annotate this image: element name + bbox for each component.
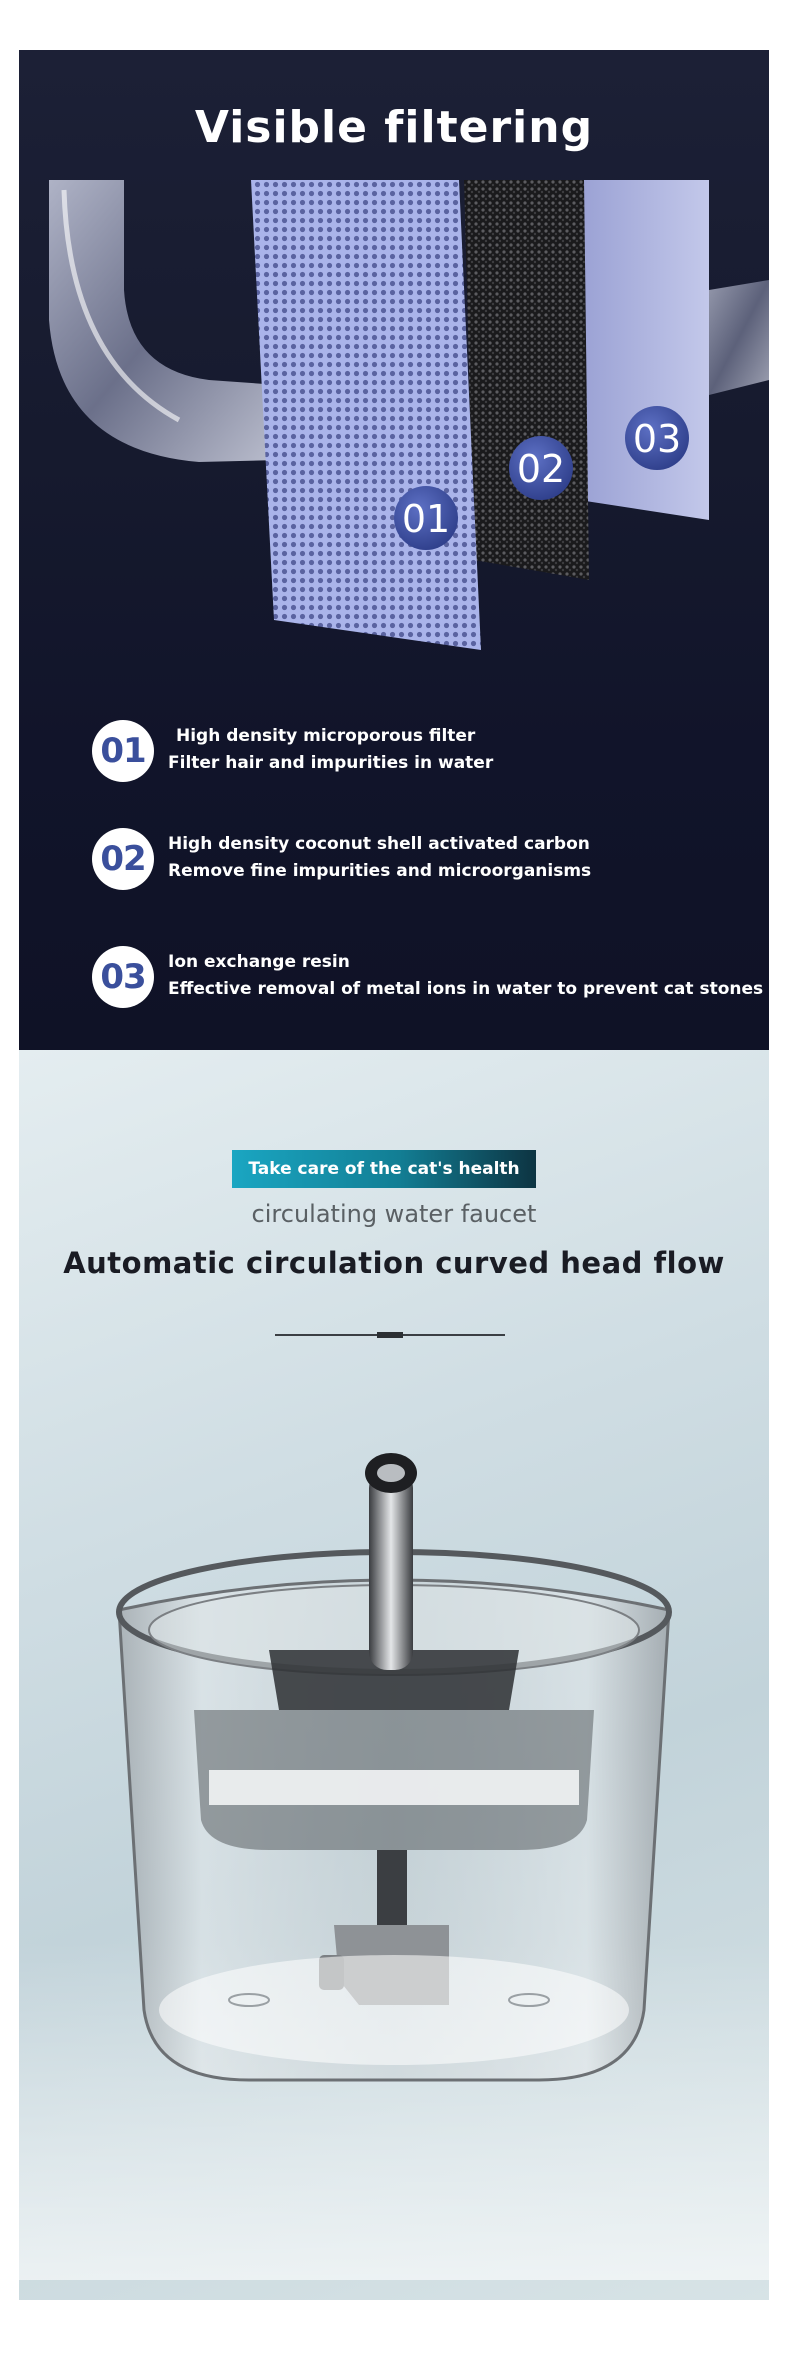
- feature-item-01: [92, 720, 742, 790]
- divider-accent: [377, 1332, 403, 1338]
- feature-item-02: [92, 828, 742, 898]
- flow-section: [19, 1050, 769, 2300]
- filter-layers-illustration: [19, 180, 769, 720]
- filter-section-title: Visible filtering: [194, 102, 594, 153]
- svg-text:02: 02: [516, 447, 566, 491]
- feature-description: Filter hair and impurities in water: [168, 753, 494, 773]
- mesh-layer: [251, 180, 481, 650]
- layer-badge-03: [625, 406, 689, 470]
- water-fountain-illustration: [19, 1380, 769, 2280]
- resin-layer: [579, 180, 709, 520]
- page-bottom: [0, 2300, 790, 2376]
- svg-text:01: 01: [401, 497, 451, 541]
- glass-pipe-right: [709, 280, 769, 395]
- feature-number-01: 01: [92, 720, 154, 782]
- flow-title: Automatic circulation curved head flow: [63, 1246, 725, 1280]
- feature-number-03: 03: [92, 946, 154, 1008]
- layer-badge-01: [394, 486, 458, 550]
- feature-title: Ion exchange resin: [168, 952, 350, 972]
- flow-subtitle: circulating water faucet: [251, 1200, 537, 1228]
- glass-pipe-left: [49, 180, 279, 462]
- layer-badge-02: [509, 436, 573, 500]
- feature-description: Remove fine impurities and microorganisms: [168, 861, 592, 881]
- feature-item-03: [92, 946, 764, 1016]
- feature-title: High density microporous filter: [176, 726, 476, 746]
- filter-section: [19, 50, 769, 1050]
- faucet-pipe: [369, 1470, 413, 1670]
- feature-description: Effective removal of metal ions in water to prevent cat stones: [168, 979, 764, 999]
- svg-text:03: 03: [632, 417, 682, 461]
- health-tag: Take care of the cat's health: [232, 1150, 536, 1188]
- feature-number-02: 02: [92, 828, 154, 890]
- carbon-layer: [464, 180, 589, 580]
- feature-title: High density coconut shell activated carbon: [168, 834, 590, 854]
